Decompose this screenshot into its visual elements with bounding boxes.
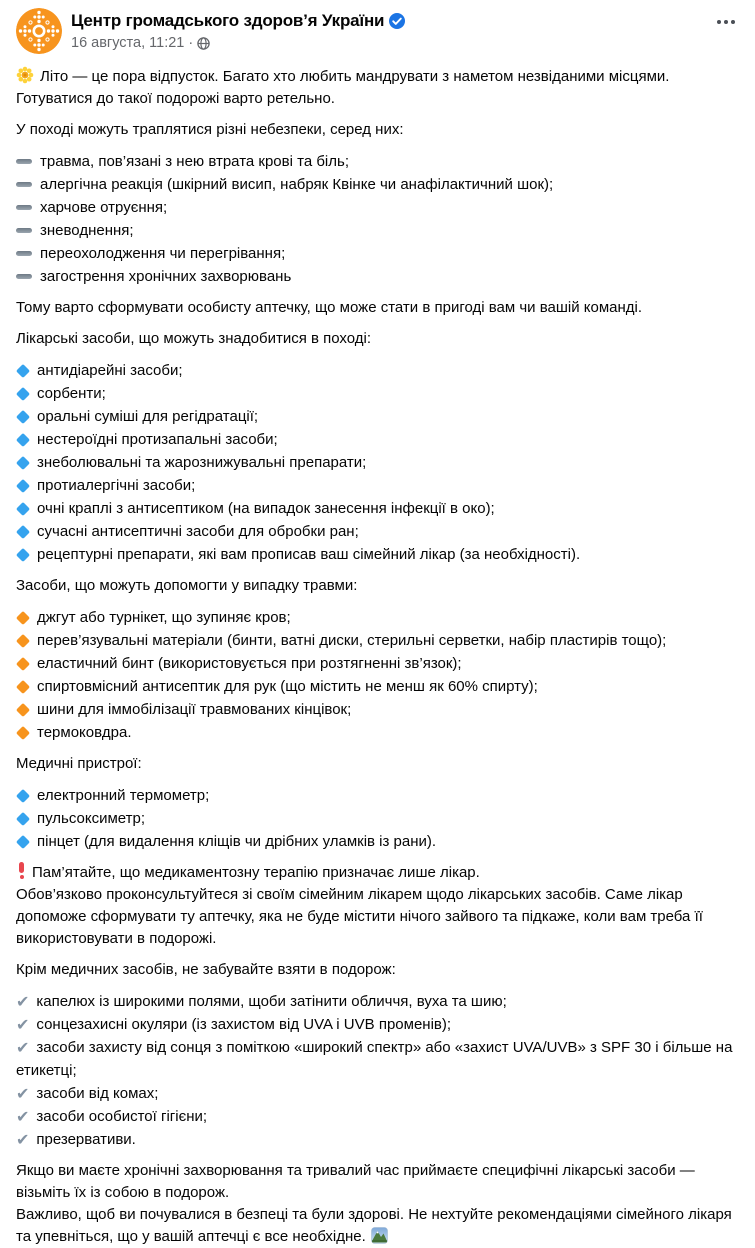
blue-diamond-icon [16,456,30,470]
extras-heading: Крім медичних засобів, не забувайте взяти в подорож: [16,961,396,978]
blue-diamond-icon [16,410,30,424]
blue-diamond-icon [16,525,30,539]
phc-logo-icon [16,8,62,54]
list-item [16,497,740,520]
med-text: оральні суміші для регідратації; [37,408,259,425]
national-park-emoji-icon [371,1227,388,1244]
blue-diamond-icon [16,789,30,803]
trauma-text: спиртовмісний антисептик для рук (що містить не менш як 60% спирту); [37,678,538,695]
extra-text: сонцезахисні окуляри (із захистом від UVA і UVB променів); [36,1016,452,1033]
check-mark-icon: ✔ [16,1130,30,1149]
extra-text: капелюх із широкими полями, щоби затінити обличчя, вуха та шию; [36,993,507,1010]
list-item [16,173,740,196]
hazard-text: травма, пов’язані з нею втрата крові та біль; [40,153,349,170]
check-mark-icon: ✔ [16,1084,30,1103]
med-text: антидіарейні засоби; [37,362,183,379]
orange-diamond-icon [16,634,30,648]
exclamation-icon [18,862,25,879]
minus-icon [16,274,32,279]
verified-badge-icon [389,13,405,29]
med-text: нестероїдні протизапальні засоби; [37,431,278,448]
minus-icon [16,182,32,187]
blue-diamond-icon [16,479,30,493]
list-item [16,520,740,543]
blue-diamond-icon [16,387,30,401]
orange-diamond-icon [16,680,30,694]
extra-text: засоби від комах; [36,1085,159,1102]
list-item [16,807,740,830]
intro-paragraph [16,66,740,110]
trauma-text: джгут або турнікет, що зупиняє кров; [37,609,291,626]
trauma-heading: Засоби, що можуть допомогти у випадку травми: [16,577,358,594]
list-item [16,405,740,428]
trauma-text: перев’язувальні матеріали (бинти, ватні диски, стерильні серветки, набір пластирів тощо); [37,632,667,649]
warning-paragraph [16,862,740,950]
list-item [16,1013,740,1036]
list-item [16,451,740,474]
more-options-button[interactable] [709,8,739,32]
list-item [16,474,740,497]
devices-list [16,784,740,853]
list-item [16,150,740,173]
meds-heading: Лікарські засоби, що можуть знадобитися в поході: [16,330,372,347]
list-item [16,1128,740,1151]
post-header [0,0,755,56]
intro-text: Літо — це пора відпусток. Багато хто любить мандрувати з наметом незвіданими місцями. Готуватися до такої подорожі варто ретельно. [16,68,670,107]
orange-diamond-icon [16,726,30,740]
med-text: рецептурні препарати, які вам прописав ваш сімейний лікар (за необхідності). [37,546,581,563]
check-mark-icon: ✔ [16,1015,30,1034]
post-content [0,56,755,1248]
hazard-text: зневоднення; [40,222,134,239]
blossom-emoji-icon [16,66,34,84]
list-item [16,830,740,853]
blue-diamond-icon [16,812,30,826]
med-text: знеболювальні та жарознижувальні препарати; [37,454,367,471]
page-avatar[interactable] [16,8,62,54]
header-meta [71,8,709,52]
trauma-text: еластичний бинт (використовується при розтягненні зв’язок); [37,655,462,672]
list-item [16,1105,740,1128]
med-text: очні краплі з антисептиком (на випадок занесення інфекції в око); [37,500,495,517]
warning-details: Обов’язково проконсультуйтеся зі своїм сімейним лікарем щодо лікарських засобів. Саме лікар допоможе сформувати ту аптечку, яка не буде містити нічого зайвого та підкаже, коли вам треба її використовувати в подорожі. [16,886,703,947]
extra-text: засоби особистої гігієни; [36,1108,208,1125]
list-item [16,675,740,698]
minus-icon [16,228,32,233]
device-text: електронний термометр; [37,787,210,804]
list-item [16,606,740,629]
list-item [16,990,740,1013]
extras-list [16,990,740,1151]
blue-diamond-icon [16,433,30,447]
blue-diamond-icon [16,835,30,849]
hazards-list [16,150,740,288]
meds-list [16,359,740,566]
list-item [16,629,740,652]
list-item [16,1036,740,1082]
blue-diamond-icon [16,502,30,516]
list-item [16,382,740,405]
blue-diamond-icon [16,364,30,378]
hazard-text: харчове отруєння; [40,199,168,216]
list-item [16,265,740,288]
more-dot [724,20,728,24]
minus-icon [16,159,32,164]
closing-text-1: Якщо ви маєте хронічні захворювання та тривалий час приймаєте специфічні лікарські засоби — візьміть їх із собою в подорож. [16,1162,695,1201]
check-mark-icon: ✔ [16,1107,30,1126]
list-item [16,721,740,744]
hazards-intro: У поході можуть траплятися різні небезпеки, серед них: [16,121,404,138]
list-item [16,1082,740,1105]
extra-text: презервативи. [36,1131,136,1148]
page-name[interactable]: Центр громадського здоров’я України [71,11,385,30]
more-dot [717,20,721,24]
check-mark-icon: ✔ [16,1038,30,1057]
trauma-list [16,606,740,744]
list-item [16,652,740,675]
list-item [16,543,740,566]
extra-text: засоби захисту від сонця з поміткою «широкий спектр» або «захист UVA/UVB» з SPF 30 і більше на етикетці; [16,1039,733,1079]
trauma-text: шини для іммобілізації травмованих кінцівок; [37,701,352,718]
hazard-text: переохолодження чи перегрівання; [40,245,286,262]
list-item [16,428,740,451]
med-text: сучасні антисептичні засоби для обробки ран; [37,523,359,540]
list-item [16,196,740,219]
orange-diamond-icon [16,703,30,717]
closing-text-2: Важливо, щоб ви почувалися в безпеці та були здорові. Не нехтуйте рекомендаціями сімейного лікаря та упевніться, що у вашій аптечці є все необхідне. [16,1206,732,1245]
minus-icon [16,205,32,210]
check-mark-icon: ✔ [16,992,30,1011]
hazard-text: загострення хронічних захворювань [40,268,292,285]
hazard-text: алергічна реакція (шкірний висип, набряк Квінке чи анафілактичний шок); [40,176,554,193]
globe-icon [197,37,210,50]
devices-heading: Медичні пристрої: [16,755,142,772]
list-item [16,359,740,382]
list-item [16,219,740,242]
list-item [16,242,740,265]
list-item [16,784,740,807]
kit-intro: Тому варто сформувати особисту аптечку, що може стати в пригоді вам чи вашій команді. [16,299,643,316]
timestamp-separator: · [188,35,194,51]
warning-text: Пам’ятайте, що медикаментозну терапію призначає лише лікар. [32,864,480,881]
device-text: пінцет (для видалення кліщів чи дрібних уламків із рани). [37,833,437,850]
post-timestamp[interactable]: 16 августа, 11:21 [71,35,185,51]
orange-diamond-icon [16,657,30,671]
med-text: сорбенти; [37,385,106,402]
device-text: пульсоксиметр; [37,810,146,827]
more-dot [731,20,735,24]
blue-diamond-icon [16,548,30,562]
trauma-text: термоковдра. [37,724,132,741]
minus-icon [16,251,32,256]
list-item [16,698,740,721]
med-text: протиалергічні засоби; [37,477,196,494]
orange-diamond-icon [16,611,30,625]
